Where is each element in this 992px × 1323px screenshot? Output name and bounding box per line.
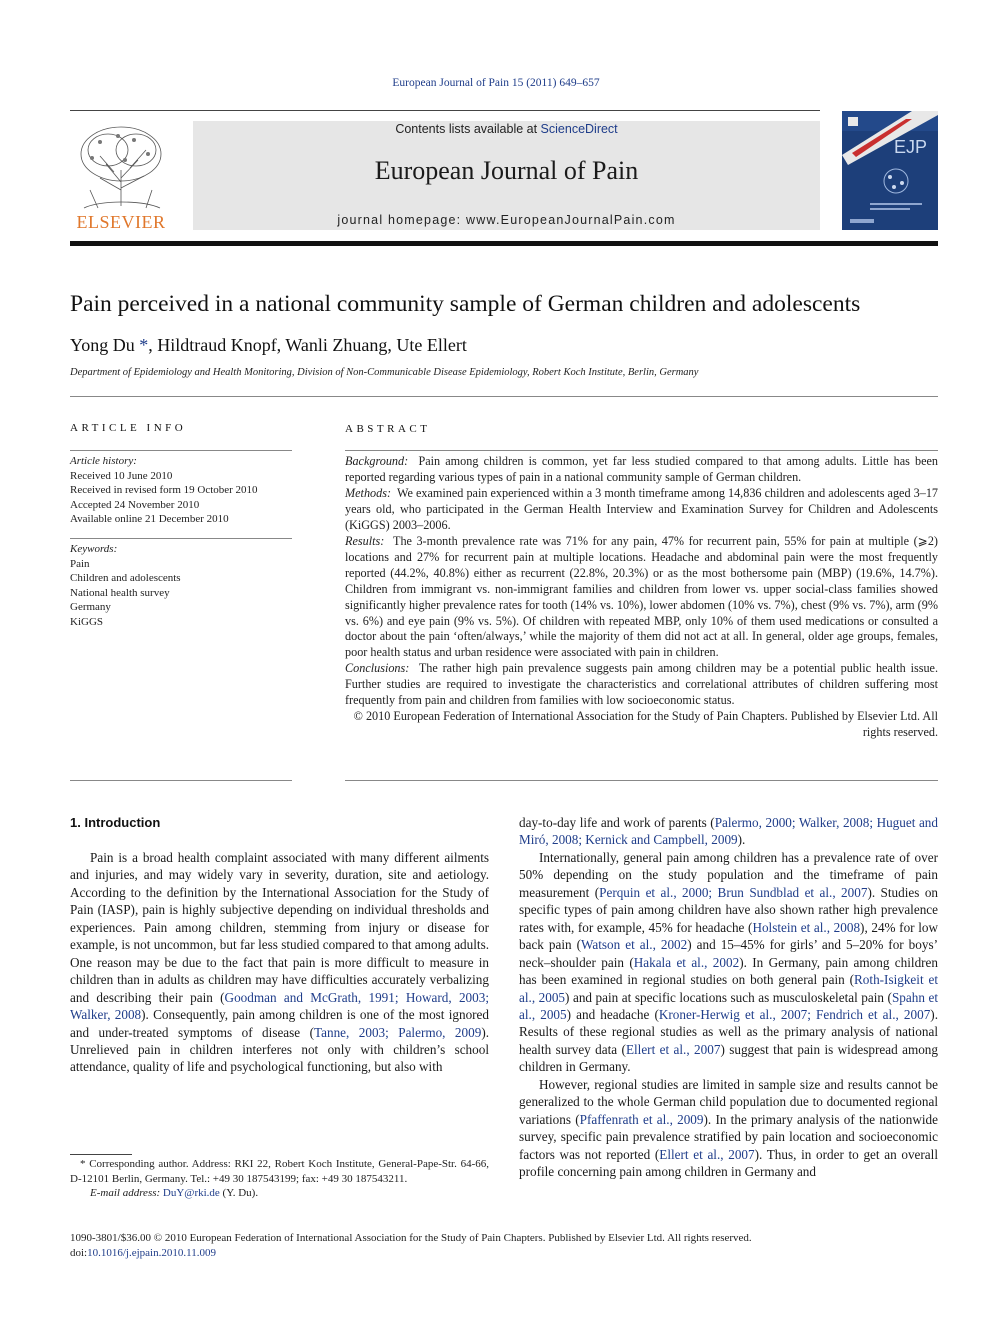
results-label: Results:: [345, 533, 385, 548]
citation-link[interactable]: Kroner-Herwig et al., 2007; Fendrich et al., 2007: [658, 1006, 931, 1022]
abstract-conclusions: [345, 661, 938, 709]
page-footer: [70, 1231, 950, 1260]
text-run: day-to-day life and work of parents (: [519, 815, 715, 830]
section-heading-introduction: 1. Introduction: [70, 815, 161, 830]
citation-link[interactable]: Pfaffenrath et al., 2009: [579, 1111, 704, 1127]
conclusions-text: The rather high pain prevalence suggests pain among children may be a potential public health issue. Further studies are required to investigate the characteristics and correlational attributes of children suffering most frequently from pain and children from families with low socioeconomic status.: [345, 661, 939, 708]
history-item: Accepted 24 November 2010: [70, 498, 200, 511]
abstract-results: [345, 534, 938, 662]
article-info-bottom-rule: [70, 780, 292, 781]
keyword: KiGGS: [70, 615, 104, 628]
affiliation: Department of Epidemiology and Health Monitoring, Division of Non-Communicable Disease Epidemiology, Robert Koch Institute, Berlin, Germany: [70, 367, 699, 378]
doi-prefix: doi:: [70, 1246, 88, 1259]
results-text: The 3-month prevalence rate was 71% for any pain, 47% for recurrent pain, 55% for pain at multiple (⩾2) locations and 27% for recurrent pain at multiple locations. Headache and abdominal pain were the most frequently reported (44.2%, 40.8%) either as recurrent (22.8%, 20.3%) or as the most bothersome pain (MBP) (19.6%, 14.7%). Children from immigrant vs. non-immigrant families and children from lower vs. upper social-class families showed significantly higher prevalence rates for tooth (14% vs. 10%), lower abdomen (10% vs. 7%), chest (9% vs. 7%), arm (9% vs. 6%) and eye pain (9% vs. 5%). Of children with repeated MBP, only 10% of them used medications or consulted a doctor about the pain ‘often/always,’ while the majority of them did not act at all. In general, older age groups, females, poor health status and urban residence were associated with pain in children.: [345, 533, 938, 660]
citation-link[interactable]: Spahn et al., 2005: [519, 989, 938, 1022]
abstract-background: [345, 454, 938, 486]
citation-link[interactable]: Hakala et al., 2002: [633, 954, 740, 970]
methods-label: Methods:: [345, 485, 392, 500]
svg-text:EJP: EJP: [894, 137, 928, 157]
history-item: Available online 21 December 2010: [70, 513, 229, 525]
abstract-rule: [345, 450, 938, 451]
citation-link[interactable]: Roth-Isigkeit et al., 2005: [519, 972, 938, 1005]
text-run: ) suggest that pain is widespread among children in Germany.: [519, 1041, 938, 1075]
history-item: Received in revised form 19 October 2010: [70, 484, 258, 496]
header-thick-rule: [70, 241, 938, 246]
keywords-rule: [70, 538, 292, 539]
author-list: [70, 335, 467, 356]
citation-link[interactable]: Watson et al., 2002: [581, 937, 688, 953]
corresponding-author-marker[interactable]: *: [134, 335, 149, 355]
email-line: [70, 1186, 489, 1201]
abstract-copyright: © 2010 European Federation of International Association for the Study of Pain Chapters. Published by Elsevier Ltd. All rights reserved.: [353, 709, 938, 740]
history-item: Received 10 June 2010: [70, 469, 173, 482]
footnote: [70, 1157, 489, 1201]
elsevier-wordmark: ELSEVIER: [76, 212, 166, 232]
homepage-link[interactable]: www.EuropeanJournalPain.com: [466, 213, 676, 227]
article-title: Pain perceived in a national community sample of German children and adolescents: [70, 291, 861, 317]
text-run: Pain is a broad health complaint associated with many different ailments and injuries, and may widely vary in severity, duration, site and aetiology. According to the definition by the International Association for the Study of Pain (IASP), pain is highly subjective depending on individual thresholds and experiences. Pain among children, stemming from injury or disease for example, is not uncommon, but far less studied compared to that among adults. One reason may be due to the fact that pain is more difficult to measure in children than in adults as children may have difficulties accurately verbalizing and describing their pain (: [70, 850, 489, 1005]
sciencedirect-link[interactable]: ScienceDirect: [540, 122, 618, 136]
keyword: Pain: [70, 557, 90, 570]
doi-line: [70, 1246, 950, 1261]
text-run: ). In Germany, pain among children has been examined in regional studies on both general pain (: [519, 954, 938, 988]
abstract-methods: [345, 486, 938, 534]
paragraph: [519, 1076, 938, 1181]
abstract-bottom-rule: [345, 780, 938, 781]
journal-homepage: [193, 213, 820, 227]
text-run: ). Results of these regional studies as well as the primary analysis of national health survey data (: [519, 1006, 938, 1057]
article-info-rule: [70, 450, 292, 451]
abstract-body: [345, 454, 938, 741]
citation-link[interactable]: Goodman and McGrath, 1991; Howard, 2003; Walker, 2008: [70, 989, 489, 1023]
paragraph: [519, 849, 938, 1076]
citation-link[interactable]: Ellert et al., 2007: [625, 1041, 721, 1057]
body-column-right: [519, 814, 938, 1181]
email-link[interactable]: DuY@rki.de: [162, 1187, 220, 1199]
background-text: Pain among children is common, yet far less studied compared to that among adults. Little has been reported regarding various types of pain in a national community sample of German children.: [345, 454, 938, 484]
text-run: ). Consequently, pain among children is one of the most ignored and under-treated symptoms of disease (: [70, 1007, 490, 1040]
text-run: ), 24% for low back pain (: [519, 919, 938, 953]
keyword: Children and adolescents: [70, 572, 181, 584]
article-info-heading: ARTICLE INFO: [70, 422, 187, 434]
article-history: [70, 454, 258, 527]
email-label: E-mail address:: [90, 1187, 161, 1199]
citation-link[interactable]: Perquin et al., 2000; Brun Sundblad et al., 2007: [599, 884, 868, 900]
corresponding-author-note: * Corresponding author. Address: RKI 22, Robert Koch Institute, General-Pape-Str. 64-66, D-12101 Berlin, Germany. Tel.: +49 30 187543199; fax: +49 30 187543211.: [70, 1158, 489, 1185]
text-run: ).: [737, 832, 746, 848]
contents-prefix: Contents lists available at: [395, 122, 541, 136]
text-run: ) and pain at specific locations such as musculoskeletal pain (: [565, 989, 892, 1005]
citation-link[interactable]: Palermo, 2000; Walker, 2008; Huguet and Miró, 2008; Kernick and Campbell, 2009: [519, 815, 938, 848]
header-rule: [70, 110, 820, 111]
history-label: Article history:: [70, 455, 137, 467]
journal-name: European Journal of Pain: [374, 156, 639, 185]
paragraph: [70, 849, 489, 1076]
footnote-rule: [70, 1154, 132, 1155]
text-run: ). Unrelieved pain in children interferes not only with children’s school attendance, quality of life and psychological functioning, but also with: [70, 1024, 490, 1075]
abstract-heading: ABSTRACT: [345, 423, 431, 435]
text-run: ). Studies on specific types of pain among children have also shown rather high prevalence rates with, for example, 45% for headache (: [519, 884, 939, 935]
text-run: ). In the primary analysis of the nationwide survey, specific pain prevalence stratified by pain location and socioeconomic factors was not reported (: [519, 1111, 938, 1162]
body-column-left: [70, 849, 489, 1076]
conclusions-label: Conclusions:: [345, 661, 410, 676]
issn-line: 1090-3801/$36.00 © 2010 European Federation of International Association for the Study of Pain Chapters. Published by Elsevier Ltd. All rights reserved.: [70, 1232, 752, 1244]
doi-link[interactable]: 10.1016/j.ejpain.2010.11.009: [87, 1246, 216, 1259]
citation-link[interactable]: Tanne, 2003; Palermo, 2009: [313, 1024, 482, 1040]
methods-text: We examined pain experienced within a 3 month timeframe among 14,836 children and adolescents aged 3–17 years old, who participated in the German Health Interview and Examination Survey for Children and Adolescents (KiGGS) 2003–2006.: [345, 485, 939, 532]
author-first[interactable]: Yong Du: [70, 335, 135, 355]
journal-citation[interactable]: European Journal of Pain 15 (2011) 649–657: [392, 77, 600, 89]
contents-line: [193, 122, 820, 136]
journal-cover-icon: [842, 111, 938, 230]
text-run: ). Thus, in order to get an overall profile concerning pain among children in Germany and: [519, 1146, 938, 1180]
citation-link[interactable]: Ellert et al., 2007: [659, 1146, 755, 1162]
keywords-list: [70, 542, 181, 629]
text-run: ) and 15–45% for girls’ and 5–20% for boys’ neck–shoulder pain (: [519, 937, 938, 970]
author-rest: , Hildtraud Knopf, Wanli Zhuang, Ute Ellert: [148, 335, 467, 355]
email-suffix: (Y. Du).: [219, 1187, 259, 1199]
text-run: However, regional studies are limited in sample size and results cannot be generalized to the whole German child population due to documented regional variations (: [519, 1076, 938, 1127]
title-rule: [70, 396, 938, 397]
text-run: Internationally, general pain among children has a prevalence rate of over 50% depending on the study population and the timeframe of pain measurement (: [519, 849, 938, 900]
text-run: ) and headache (: [566, 1006, 659, 1022]
keyword: National health survey: [70, 586, 170, 599]
keyword: Germany: [70, 601, 111, 613]
paragraph: [519, 814, 938, 849]
keywords-label: Keywords:: [70, 543, 118, 555]
background-label: Background:: [345, 454, 409, 468]
homepage-prefix: journal homepage:: [337, 213, 467, 227]
citation-link[interactable]: Holstein et al., 2008: [752, 919, 861, 935]
